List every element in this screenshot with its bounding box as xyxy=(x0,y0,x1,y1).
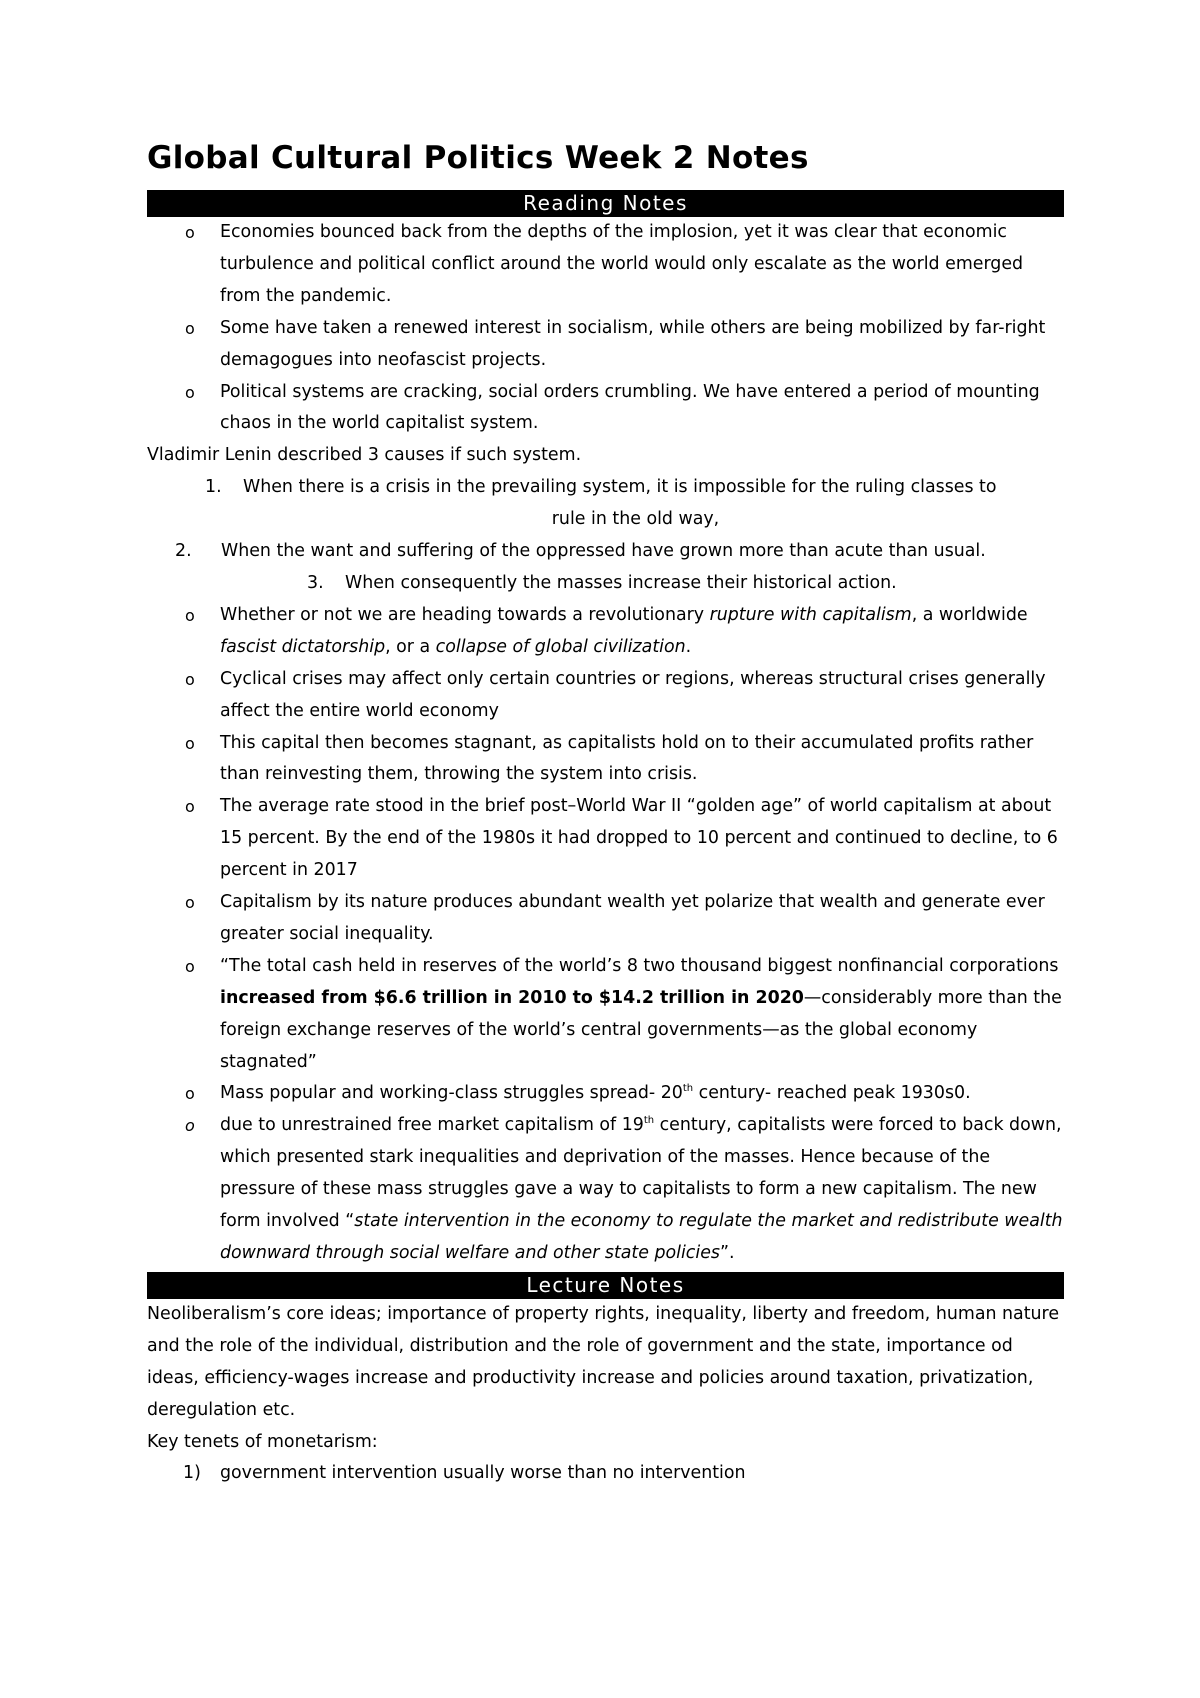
lecture-notes-body xyxy=(147,1299,1064,1490)
text-run: , or a xyxy=(385,636,436,657)
reading-bullets-top xyxy=(147,217,1064,440)
text-run: . xyxy=(685,636,692,657)
bullet-icon: o xyxy=(185,1084,195,1104)
numbered-item-1 xyxy=(147,472,1064,504)
superscript: th xyxy=(643,1115,655,1127)
document-page xyxy=(147,138,1064,1490)
item-text: When consequently the masses increase their historical action. xyxy=(345,572,897,593)
lecture-notes-heading: Lecture Notes xyxy=(147,1272,1064,1299)
item-number: 1. xyxy=(205,477,222,498)
text-run: , a worldwide xyxy=(911,604,1028,625)
bullet-icon: o xyxy=(185,893,195,913)
emphasis-text: fascist dictatorship xyxy=(220,636,386,657)
text-run: —considerably more than the foreign exchange reserves of the world’s central governments—as the global economy stagnated” xyxy=(220,987,1062,1072)
list-item-text: This capital then becomes stagnant, as capitalists hold on to their accumulated profits rather than reinvesting them, throwing the system into crisis. xyxy=(220,732,1034,785)
emphasis-text: rupture with capitalism xyxy=(709,604,912,625)
emphasis-text: state intervention in the economy to regulate the market and redistribute wealth downward through social welfare and other state policies xyxy=(220,1211,1063,1263)
list-item xyxy=(147,1078,1064,1110)
lenin-intro: Vladimir Lenin described 3 causes if such system. xyxy=(147,445,582,466)
bold-text: increased from $6.6 trillion in 2010 to $14.2 trillion in 2020 xyxy=(220,987,804,1008)
list-item xyxy=(147,887,1064,951)
bullet-icon: o xyxy=(185,605,195,625)
item-number: 1) xyxy=(183,1463,201,1484)
list-item xyxy=(147,377,1064,441)
reading-notes-heading: Reading Notes xyxy=(147,190,1064,217)
bullet-icon: o xyxy=(185,733,195,753)
list-item-text: Political systems are cracking, social orders crumbling. We have entered a period of mounting chaos in the world capitalist system. xyxy=(220,381,1040,434)
text-run: due to unrestrained free market capitalism of 19 xyxy=(220,1115,644,1136)
bullet-icon: o xyxy=(185,382,195,402)
list-item-text: Capitalism by its nature produces abundant wealth yet polarize that wealth and generate ever greater social inequality. xyxy=(220,892,1045,944)
list-item xyxy=(147,791,1064,887)
item-text: When there is a crisis in the prevailing system, it is impossible for the ruling classes to xyxy=(243,477,997,498)
document-title: Global Cultural Politics Week 2 Notes xyxy=(147,140,809,176)
bullet-icon: o xyxy=(185,1116,195,1136)
reading-notes-body xyxy=(147,217,1064,1270)
monetarism-item-1 xyxy=(147,1458,1064,1490)
emphasis-text: collapse of global civilization xyxy=(435,636,686,657)
bullet-icon: o xyxy=(185,956,195,976)
text-run: “The total cash held in reserves of the world’s 8 two thousand biggest nonfinancial corporations xyxy=(220,955,1059,976)
list-item xyxy=(147,217,1064,313)
list-item xyxy=(147,313,1064,377)
item-text: government intervention usually worse than no intervention xyxy=(220,1463,746,1484)
item-number: 3. xyxy=(307,572,324,593)
list-item xyxy=(147,728,1064,792)
list-item-text: The average rate stood in the brief post–World War II “golden age” of world capitalism at about 15 percent. By the end of the 1980s it had dropped to 10 percent and continued to decline, to 6 percent in 2017 xyxy=(220,796,1058,881)
neoliberalism-paragraph: Neoliberalism’s core ideas; importance of property rights, inequality, liberty and freedom, human nature and the role of the individual, distribution and the role of government and the state, importance od ideas, efficiency-wages increase and productivity increase and policies around taxation, privatization, deregulation etc. xyxy=(147,1303,1060,1420)
reading-bullets-bottom xyxy=(147,600,1064,1270)
bullet-icon: o xyxy=(185,669,195,689)
numbered-item-3 xyxy=(147,568,1064,600)
item-number: 2. xyxy=(175,541,192,562)
list-item-text: Some have taken a renewed interest in socialism, while others are being mobilized by far-right demagogues into neofascist projects. xyxy=(220,317,1046,370)
item-text: When the want and suffering of the oppressed have grown more than acute than usual. xyxy=(221,541,986,562)
list-item xyxy=(147,951,1064,1079)
text-run: Mass popular and working-class struggles spread- 20 xyxy=(220,1083,683,1104)
list-item xyxy=(147,664,1064,728)
bullet-icon: o xyxy=(185,318,195,338)
numbered-item-1-continuation: rule in the old way, xyxy=(551,509,720,530)
list-item xyxy=(147,600,1064,664)
numbered-item-2 xyxy=(147,536,1064,568)
list-item xyxy=(147,1110,1064,1270)
list-item-text: Cyclical crises may affect only certain countries or regions, whereas structural crises generally affect the entire world economy xyxy=(220,668,1046,721)
text-run: century, capitalists were forced to back down, which presented stark inequalities and deprivation of the masses. Hence because of the pressure of these mass struggles gave a way to capitalists to form a new capitalism. The new form involved “ xyxy=(220,1115,1062,1232)
text-run: ”. xyxy=(719,1243,735,1263)
bullet-icon: o xyxy=(185,797,195,817)
list-item-text: Economies bounced back from the depths of the implosion, yet it was clear that economic turbulence and political conflict around the world would only escalate as the world emerged from the pandemic. xyxy=(220,222,1024,306)
bullet-icon: o xyxy=(185,223,195,242)
text-run: Whether or not we are heading towards a revolutionary xyxy=(220,604,710,625)
text-run: century- reached peak 1930s0. xyxy=(693,1083,971,1104)
superscript: th xyxy=(682,1083,694,1095)
monetarism-intro: Key tenets of monetarism: xyxy=(147,1431,378,1452)
